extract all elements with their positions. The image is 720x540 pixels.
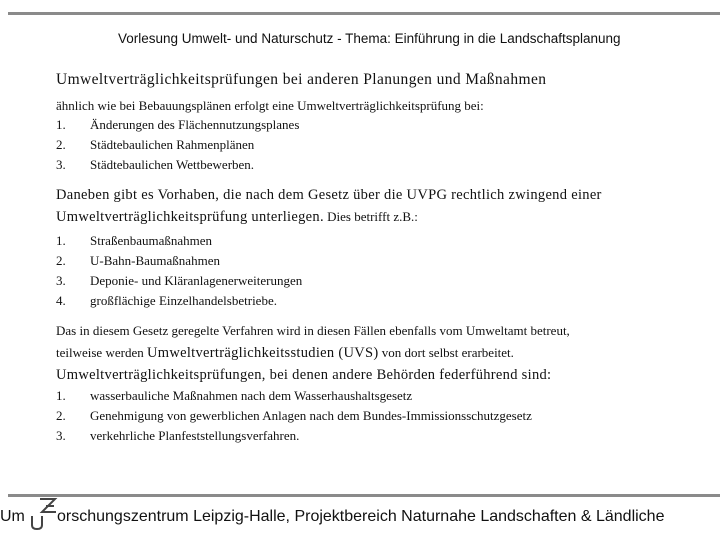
section1-list: [56, 115, 706, 175]
section2-line2: Umweltverträglichkeitsprüfung unterliegen. Dies betrifft z.B.:: [56, 209, 418, 225]
list-item: 1. Änderungen des Flächennutzungsplanes: [56, 117, 300, 132]
slide-content: [56, 70, 706, 446]
section2-list: [56, 231, 706, 311]
list-item: 3. verkehrliche Planfeststellungsverfahren.: [56, 428, 300, 443]
list-item: 1. wasserbauliche Maßnahmen nach dem Wasserhaushaltsgesetz: [56, 388, 413, 403]
bottom-divider: [8, 494, 720, 497]
footer: [0, 505, 720, 535]
list-item: 2. U-Bahn-Baumaßnahmen: [56, 253, 220, 268]
list-item: 3. Deponie- und Kläranlagenerweiterungen: [56, 273, 303, 288]
list-item: 2. Städtebaulichen Rahmenplänen: [56, 137, 255, 152]
list-item: 3. Städtebaulichen Wettbewerben.: [56, 157, 255, 172]
section1-heading: Umweltverträglichkeitsprüfungen bei anderen Planungen und Maßnahmen: [56, 71, 547, 88]
section2-line1: Daneben gibt es Vorhaben, die nach dem Gesetz über die UVPG rechtlich zwingend einer: [56, 187, 602, 203]
list-item: 1. Straßenbaumaßnahmen: [56, 233, 213, 248]
section3-line3: Umweltverträglichkeitsprüfungen, bei denen andere Behörden federführend sind:: [56, 367, 552, 383]
section3-list: [56, 386, 706, 446]
section1-intro: ähnlich wie bei Bebauungsplänen erfolgt eine Umweltverträglichkeitsprüfung bei:: [56, 98, 484, 113]
footer-right-text: orschungszentrum Leipzig-Halle, Projektbereich Naturnahe Landschaften & Ländliche: [57, 508, 665, 525]
section3-line1: Das in diesem Gesetz geregelte Verfahren wird in diesen Fällen ebenfalls vom Umweltamt betreut,: [56, 323, 570, 338]
list-item: 4. großflächige Einzelhandelsbetriebe.: [56, 293, 277, 308]
slide-header: Vorlesung Umwelt- und Naturschutz - Thema: Einführung in die Landschaftsplanung: [118, 31, 621, 46]
section3-line2: teilweise werden Umweltverträglichkeitsstudien (UVS) von dort selbst erarbeitet.: [56, 345, 514, 361]
list-item: 2. Genehmigung von gewerblichen Anlagen nach dem Bundes-Immissionsschutzgesetz: [56, 408, 532, 423]
footer-left-text: Um: [0, 508, 25, 525]
top-divider: [8, 12, 720, 15]
ufz-logo-icon: [28, 496, 60, 530]
